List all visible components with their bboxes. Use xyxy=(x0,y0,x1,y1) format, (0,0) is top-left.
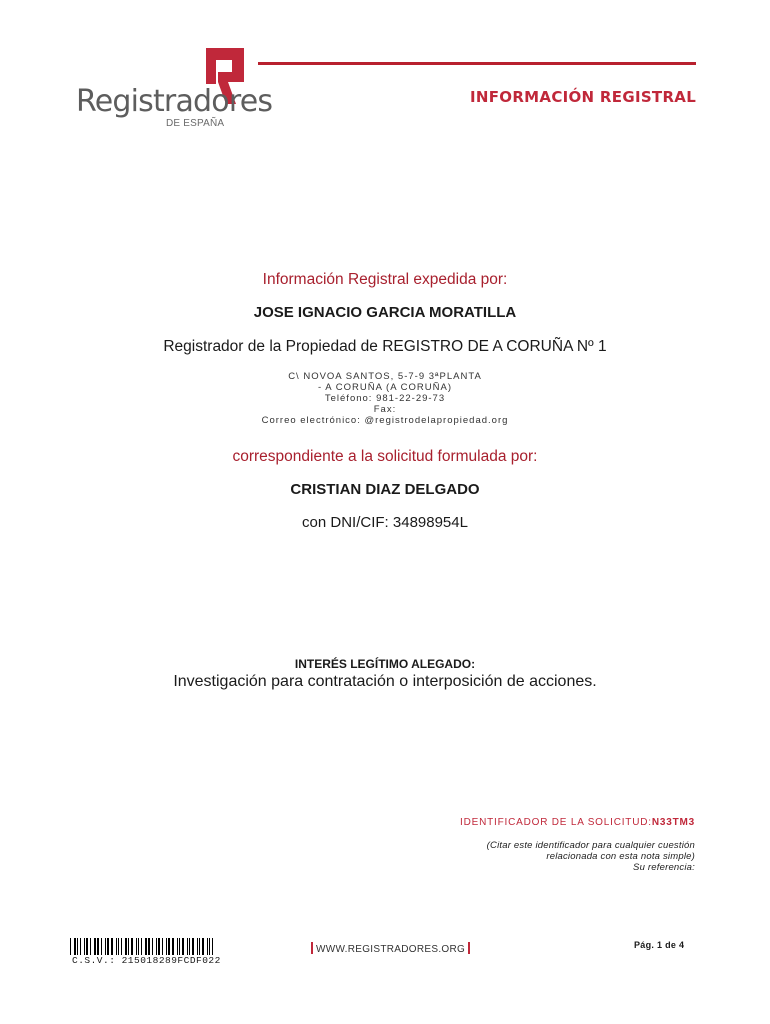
applicant-id: con DNI/CIF: 34898954L xyxy=(302,514,468,531)
divider xyxy=(311,942,313,954)
address-line: C\ NOVOA SANTOS, 5-7-9 3ªPLANTA xyxy=(288,371,482,382)
page-number: Pág. 1 de 4 xyxy=(634,940,685,950)
interest-value: Investigación para contratación o interposición de acciones. xyxy=(173,673,597,690)
applicant-name: CRISTIAN DIAZ DELGADO xyxy=(290,481,480,498)
logo-subtext: DE ESPAÑA xyxy=(166,118,225,129)
divider xyxy=(468,942,470,954)
document-title: INFORMACIÓN REGISTRAL xyxy=(470,88,697,106)
website xyxy=(308,942,473,955)
fax-line: Fax: xyxy=(373,404,397,415)
header-rule xyxy=(258,62,696,65)
request-id-code: N33TM3 xyxy=(651,817,695,828)
registrar-name: JOSE IGNACIO GARCIA MORATILLA xyxy=(253,304,517,321)
website-link[interactable]: WWW.REGISTRADORES.ORG xyxy=(316,944,466,955)
reference-label: Su referencia: xyxy=(633,862,695,873)
request-note: (Citar este identificador para cualquier cuestión xyxy=(486,840,695,851)
interest-label: INTERÉS LEGÍTIMO ALEGADO: xyxy=(294,657,476,671)
registrar-office: Registrador de la Propiedad de REGISTRO DE A CORUÑA Nº 1 xyxy=(163,338,607,355)
request-identifier xyxy=(460,817,695,828)
issued-by-heading: Información Registral expedida por: xyxy=(262,271,508,288)
email-line: Correo electrónico: @registrodelapropiedad.org xyxy=(261,415,509,426)
request-note: relacionada con esta nota simple) xyxy=(546,851,695,862)
logo-text: Registradores xyxy=(76,84,273,119)
csv-code: C.S.V.: 215018289FCDF022 xyxy=(72,955,221,966)
requested-by-heading: correspondiente a la solicitud formulada por: xyxy=(232,448,538,465)
address-line: - A CORUÑA (A CORUÑA) xyxy=(318,382,452,393)
phone-line: Teléfono: 981-22-29-73 xyxy=(324,393,446,404)
request-id-label: IDENTIFICADOR DE LA SOLICITUD: xyxy=(460,817,652,828)
barcode-icon xyxy=(70,938,216,955)
